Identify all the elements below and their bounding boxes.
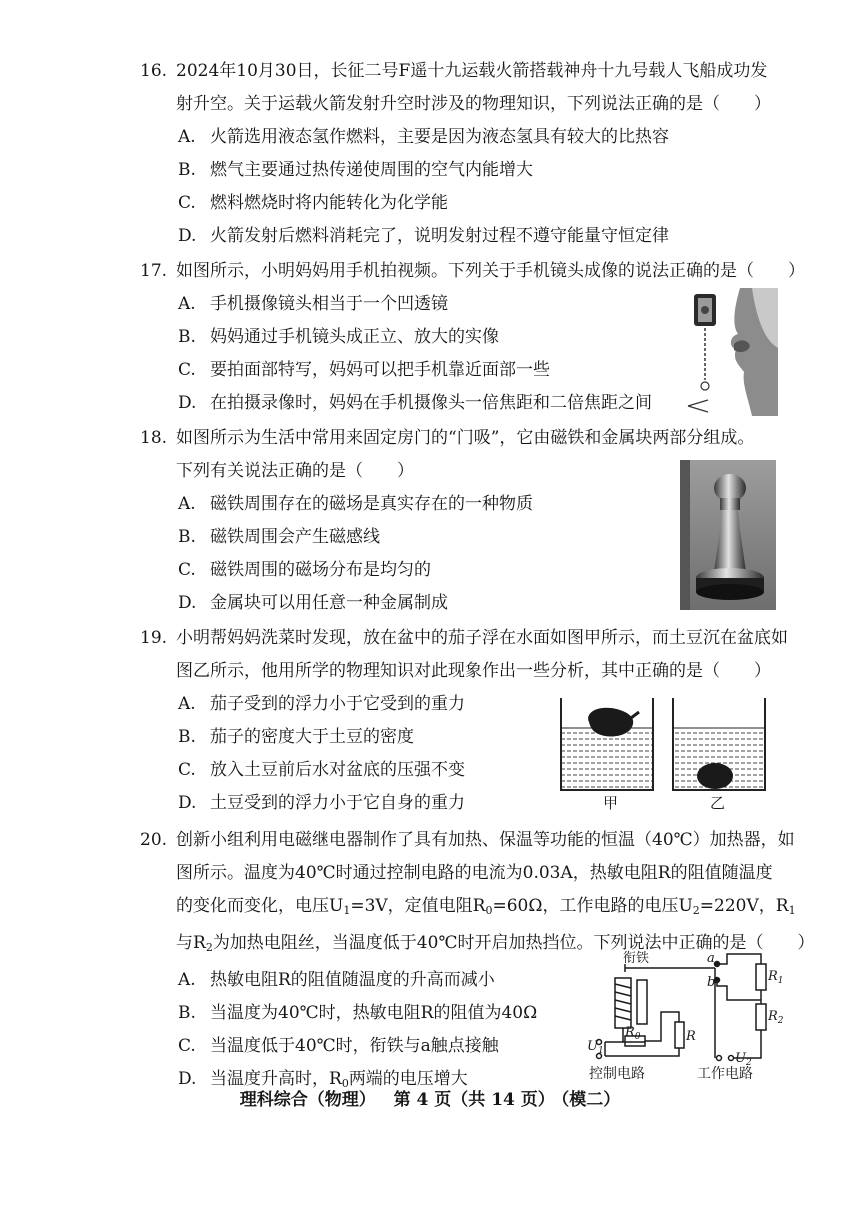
svg-text:R1: $R_1$ — [768, 969, 784, 986]
question-stem-continued: 的变化而变化，电压$U_1=3V$，定值电阻$R_0=60\Omega$，工作电路的电压$U_2=220V$，$R_1$ — [176, 896, 796, 917]
option-d[interactable]: D. 金属块可以用任意一种金属制成 — [178, 593, 448, 613]
option-a[interactable]: A. 手机摄像镜头相当于一个凹透镜 — [178, 294, 448, 314]
option-d[interactable]: D. 火箭发射后燃料消耗完了，说明发射过程不遵守能量守恒定律 — [178, 226, 669, 246]
question-stem-continued: 与$R_2$为加热电阻丝，当温度低于40℃时开启加热挡位。下列说法中正确的是（ ） — [176, 933, 815, 954]
question-stem: 19. 小明帮妈妈洗菜时发现，放在盆中的茄子浮在水面如图甲所示，而土豆沉在盆底如 — [140, 622, 800, 655]
question-number: 18. — [140, 428, 168, 448]
question-number: 17. — [140, 261, 168, 281]
work-circuit-label: 工作电路 — [697, 1066, 753, 1082]
question-stem-continued: 图所示。温度为40℃时通过控制电路的电流为0.03A，热敏电阻R的阻值随温度 — [176, 863, 773, 883]
question-stem: 16. 2024年10月30日，长征二号F遥十九运载火箭搭载神舟十九号载人飞船成功发 — [140, 55, 800, 88]
option-d[interactable]: D. 土豆受到的浮力小于它自身的重力 — [178, 793, 465, 813]
question-number: 20. — [140, 830, 168, 850]
option-c[interactable]: C. 当温度低于40℃时，衔铁与a触点接触 — [178, 1036, 499, 1056]
option-c[interactable]: C. 燃料燃烧时将内能转化为化学能 — [178, 193, 448, 213]
svg-text:a: a — [707, 951, 715, 966]
basin-label-yi: 乙 — [710, 794, 726, 812]
basin-label-jia: 甲 — [603, 794, 619, 812]
svg-text:U2: $U_2$ — [735, 1051, 752, 1068]
option-c[interactable]: C. 放入土豆前后水对盆底的压强不变 — [178, 760, 465, 780]
question-stem-continued: 下列有关说法正确的是（ ） — [176, 461, 414, 481]
basin-yi — [673, 698, 765, 790]
question-16 — [140, 55, 800, 253]
question-number: 19. — [140, 628, 168, 648]
svg-text:U1: $U_1$ — [587, 1039, 604, 1056]
thermistor-R — [675, 1022, 684, 1048]
svg-text:R: R — [686, 1029, 696, 1044]
option-b[interactable]: B. 燃气主要通过热传递使周围的空气内能增大 — [178, 160, 533, 180]
control-circuit-label: 控制电路 — [589, 1066, 645, 1082]
question-stem: 18. 如图所示为生活中常用来固定房门的“门吸”，它由磁铁和金属块两部分组成。 — [140, 422, 800, 455]
option-d[interactable]: D. 在拍摄录像时，妈妈在手机摄像头一倍焦距和二倍焦距之间 — [178, 393, 652, 413]
option-b[interactable]: B. 磁铁周围会产生磁感线 — [178, 527, 380, 547]
option-a[interactable]: A. 磁铁周围存在的磁场是真实存在的一种物质 — [178, 494, 533, 514]
option-c[interactable]: C. 磁铁周围的磁场分布是均匀的 — [178, 560, 431, 580]
svg-text:R2: $R_2$ — [768, 1009, 784, 1026]
question-number: 16. — [140, 61, 168, 81]
option-c[interactable]: C. 要拍面部特写，妈妈可以把手机靠近面部一些 — [178, 360, 550, 380]
armature-label: 衔铁 — [623, 951, 650, 966]
question-stem: 17. 如图所示，小明妈妈用手机拍视频。下列关于手机镜头成像的说法正确的是（ ） — [140, 255, 800, 288]
option-b[interactable]: B. 当温度为40℃时，热敏电阻R的阻值为40Ω — [178, 1003, 538, 1023]
resistor-R1 — [756, 964, 766, 990]
option-b[interactable]: B. 妈妈通过手机镜头成正立、放大的实像 — [178, 327, 499, 347]
footer-page: 第 4 页（共 14 页） — [393, 1090, 555, 1110]
option-a[interactable]: A. 热敏电阻R的阻值随温度的升高而减小 — [178, 970, 495, 990]
option-a[interactable]: A. 火箭选用液态氢作燃料，主要是因为液态氢具有较大的比热容 — [178, 127, 669, 147]
relay-circuit-diagram — [585, 950, 785, 1082]
page-footer — [0, 1085, 860, 1110]
svg-text:b: b — [707, 975, 716, 990]
basin-jia — [561, 698, 653, 790]
phone-filming-photo — [682, 288, 778, 416]
question-stem: 20. 创新小组利用电磁继电器制作了具有加热、保温等功能的恒温（40℃）加热器，如 — [140, 824, 800, 857]
option-d[interactable]: D. 当温度升高时，$R_0$两端的电压增大 — [178, 1069, 468, 1090]
question-stem-continued: 射升空。关于运载火箭发射升空时涉及的物理知识，下列说法正确的是（ ） — [176, 94, 771, 114]
footer-subject: 理科综合（物理） — [239, 1090, 376, 1110]
svg-text:R0: $R_0$ — [625, 1025, 641, 1042]
option-a[interactable]: A. 茄子受到的浮力小于它受到的重力 — [178, 694, 465, 714]
door-stopper-photo — [680, 460, 776, 610]
basins-figure — [555, 694, 775, 794]
question-stem-continued: 图乙所示，他用所学的物理知识对此现象作出一些分析，其中正确的是（ ） — [176, 661, 771, 681]
footer-mock: （模二） — [560, 1090, 621, 1110]
resistor-R2 — [756, 1004, 766, 1030]
option-b[interactable]: B. 茄子的密度大于土豆的密度 — [178, 727, 414, 747]
